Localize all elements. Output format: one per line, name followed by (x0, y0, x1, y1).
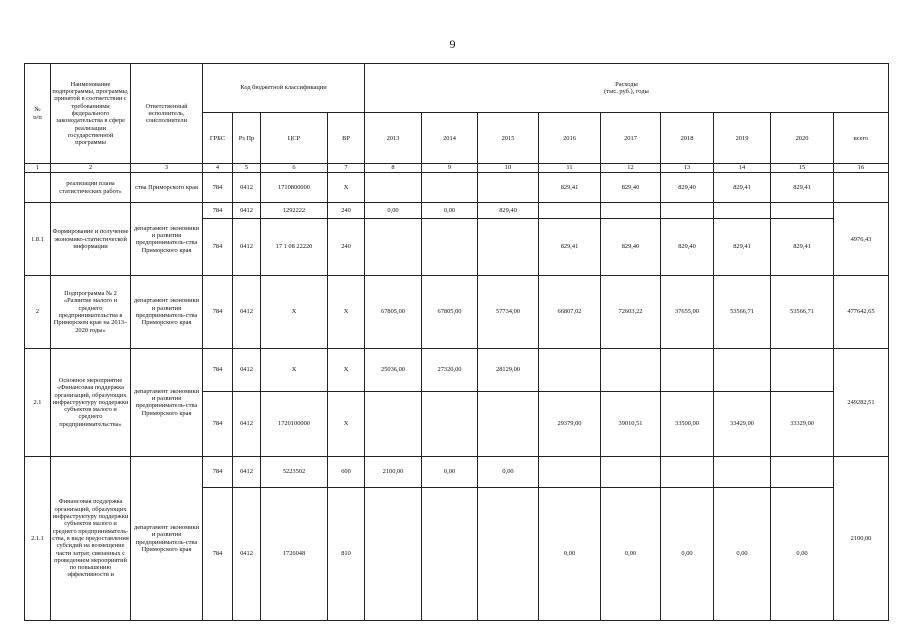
cell-rzpr: 0412 (233, 348, 261, 391)
header-year: 2017 (601, 113, 661, 164)
cell-csr: 1726048 (261, 487, 328, 620)
header-year: 2013 (365, 113, 422, 164)
cell-2020 (771, 457, 834, 488)
col-number: 8 (365, 164, 422, 172)
cell-2018 (661, 348, 714, 391)
row-responsible: департамент экономики и развития предприниматель-ства Приморского края (131, 276, 203, 349)
col-number: 16 (834, 164, 889, 172)
cell-2016: 66807,02 (539, 276, 601, 349)
cell-2019 (714, 457, 771, 488)
cell-2017 (601, 348, 661, 391)
col-number: 12 (601, 164, 661, 172)
row-number: 2 (25, 276, 51, 349)
cell-rzpr: 0412 (233, 391, 261, 456)
header-rzpr: Рз Пр (233, 113, 261, 164)
cell-vr: Х (328, 391, 365, 456)
cell-2013: 25036,00 (365, 348, 422, 391)
cell-rzpr: 0412 (233, 203, 261, 218)
cell-total: 2100,00 (834, 457, 889, 621)
cell-2015: 829,40 (478, 203, 539, 218)
cell-2013: 2100,00 (365, 457, 422, 488)
cell-2017: 829,40 (601, 172, 661, 203)
row-name: Подпрограмма № 2 «Развитие малого и среднего предпринимательства в Приморском крае на 2013–2020 годы» (51, 276, 131, 349)
cell-vr: Х (328, 172, 365, 203)
col-number: 7 (328, 164, 365, 172)
cell-2019: 33429,00 (714, 391, 771, 456)
row-name: Формирование и получение экономико-статистической информации (51, 203, 131, 276)
cell-2016: 29379,00 (539, 391, 601, 456)
header-num: № п/п (25, 64, 51, 164)
row-responsible: департамент экономики и развития предприниматель-ства Приморского края (131, 348, 203, 456)
cell-csr: 1710800000 (261, 172, 328, 203)
cell-2016: 829,41 (539, 218, 601, 275)
cell-2019: 829,41 (714, 218, 771, 275)
header-budget-code: Код бюджетной классификации (203, 64, 365, 113)
header-year: 2015 (478, 113, 539, 164)
cell-2013: 0,00 (365, 203, 422, 218)
header-year: 2014 (422, 113, 478, 164)
cell-2013: 67805,00 (365, 276, 422, 349)
col-number: 2 (51, 164, 131, 172)
col-number: 9 (422, 164, 478, 172)
cell-rzpr: 0412 (233, 172, 261, 203)
cell-2017: 39010,51 (601, 391, 661, 456)
col-number: 11 (539, 164, 601, 172)
table-row (25, 172, 889, 203)
cell-2015: 57734,00 (478, 276, 539, 349)
cell-csr: 17 1 08 22220 (261, 218, 328, 275)
header-year: 2016 (539, 113, 601, 164)
row-number (25, 172, 51, 203)
table-row (25, 348, 889, 391)
row-number: 2.1 (25, 348, 51, 456)
cell-2017: 0,00 (601, 487, 661, 620)
cell-2017: 829,40 (601, 218, 661, 275)
cell-grbs: 784 (203, 391, 233, 456)
cell-vr: 240 (328, 218, 365, 275)
cell-2017 (601, 457, 661, 488)
page-number: 9 (449, 37, 456, 51)
col-number: 15 (771, 164, 834, 172)
cell-2019 (714, 203, 771, 218)
cell-2015 (478, 218, 539, 275)
header-year: 2020 (771, 113, 834, 164)
row-number: 1.8.1 (25, 203, 51, 276)
cell-rzpr: 0412 (233, 457, 261, 488)
cell-2015 (478, 487, 539, 620)
row-responsible: департамент экономики и развития предприниматель-ства Приморского края (131, 203, 203, 276)
cell-2018: 829,40 (661, 218, 714, 275)
cell-2019: 829,41 (714, 172, 771, 203)
cell-2016: 829,41 (539, 172, 601, 203)
cell-2016 (539, 348, 601, 391)
header-total: всего (834, 113, 889, 164)
cell-total: 249282,51 (834, 348, 889, 456)
cell-2015: 28129,00 (478, 348, 539, 391)
cell-2014: 0,00 (422, 203, 478, 218)
cell-grbs: 784 (203, 203, 233, 218)
cell-grbs: 784 (203, 218, 233, 275)
row-name: Финансовая поддержка организаций, образующих инфраструктуру поддержки субъектов малого и среднего предприниматель-ства, в виде предоставления субсидий на возмещение части затрат, связанных с проведением мероприятий по повышению эффективности и (51, 457, 131, 621)
cell-csr: 5223502 (261, 457, 328, 488)
cell-2018 (661, 203, 714, 218)
cell-2013 (365, 391, 422, 456)
row-number: 2.1.1 (25, 457, 51, 621)
cell-vr: Х (328, 348, 365, 391)
cell-total: 4976,43 (834, 203, 889, 276)
cell-2020: 0,00 (771, 487, 834, 620)
col-number: 1 (25, 164, 51, 172)
header-year: 2018 (661, 113, 714, 164)
header-name: Наименование подпрограммы, программы, принятой в соответствии с требованиями федерального законодательства в сфере реализации государственной программы (51, 64, 131, 164)
col-number: 3 (131, 164, 203, 172)
cell-2016 (539, 457, 601, 488)
cell-2018: 0,00 (661, 487, 714, 620)
header-responsible: Ответственный исполнитель, соисполнители (131, 64, 203, 164)
cell-grbs: 784 (203, 457, 233, 488)
cell-2019: 0,00 (714, 487, 771, 620)
cell-2017: 72603,22 (601, 276, 661, 349)
cell-2015 (478, 391, 539, 456)
cell-2016: 0,00 (539, 487, 601, 620)
header-vr: ВР (328, 113, 365, 164)
cell-2020: 829,41 (771, 218, 834, 275)
cell-grbs: 784 (203, 348, 233, 391)
cell-grbs: 784 (203, 487, 233, 620)
column-numbers-row (25, 164, 889, 172)
cell-rzpr: 0412 (233, 276, 261, 349)
table-row (25, 276, 889, 349)
cell-grbs: 784 (203, 276, 233, 349)
cell-2018: 829,40 (661, 172, 714, 203)
col-number: 13 (661, 164, 714, 172)
cell-vr: 600 (328, 457, 365, 488)
cell-2018: 33500,00 (661, 391, 714, 456)
col-number: 4 (203, 164, 233, 172)
cell-2018 (661, 457, 714, 488)
cell-2016 (539, 203, 601, 218)
cell-2020: 53566,71 (771, 276, 834, 349)
cell-2014: 27320,00 (422, 348, 478, 391)
cell-2017 (601, 203, 661, 218)
cell-2020: 829,41 (771, 172, 834, 203)
cell-2013 (365, 487, 422, 620)
cell-2020 (771, 203, 834, 218)
cell-2014: 67805,00 (422, 276, 478, 349)
cell-2019: 53566,71 (714, 276, 771, 349)
cell-vr: Х (328, 276, 365, 349)
header-year: 2019 (714, 113, 771, 164)
cell-rzpr: 0412 (233, 218, 261, 275)
col-number: 14 (714, 164, 771, 172)
header-grbs: ГРБС (203, 113, 233, 164)
cell-2020 (771, 348, 834, 391)
budget-table (24, 63, 889, 621)
header-csr: ЦСР (261, 113, 328, 164)
header-expenses: Расходы (тыс. руб.), годы (365, 64, 889, 113)
cell-2015: 0,00 (478, 457, 539, 488)
cell-2014 (422, 218, 478, 275)
cell-csr: 1720100000 (261, 391, 328, 456)
row-responsible: департамент экономики и развития предприниматель-ства Приморского края (131, 457, 203, 621)
cell-total (834, 172, 889, 203)
cell-vr: 240 (328, 203, 365, 218)
cell-2013 (365, 218, 422, 275)
cell-2019 (714, 348, 771, 391)
cell-vr: 810 (328, 487, 365, 620)
header-row-top (25, 64, 889, 113)
row-responsible: ства Приморского края (131, 172, 203, 203)
cell-csr: 1292222 (261, 203, 328, 218)
cell-grbs: 784 (203, 172, 233, 203)
cell-2018: 37655,00 (661, 276, 714, 349)
cell-2020: 33329,00 (771, 391, 834, 456)
cell-2014 (422, 172, 478, 203)
cell-2014: 0,00 (422, 457, 478, 488)
row-name: Основное мероприятие «Финансовая поддержка организаций, образующих инфраструктуру поддержки субъектов малого и среднего предпринимательства» (51, 348, 131, 456)
cell-total: 477642,65 (834, 276, 889, 349)
col-number: 10 (478, 164, 539, 172)
cell-2015 (478, 172, 539, 203)
col-number: 6 (261, 164, 328, 172)
row-name: реализации плана статистических работ» (51, 172, 131, 203)
cell-rzpr: 0412 (233, 487, 261, 620)
cell-csr: Х (261, 348, 328, 391)
cell-2013 (365, 172, 422, 203)
cell-csr: Х (261, 276, 328, 349)
col-number: 5 (233, 164, 261, 172)
table-row (25, 203, 889, 218)
cell-2014 (422, 487, 478, 620)
table-row (25, 457, 889, 488)
cell-2014 (422, 391, 478, 456)
